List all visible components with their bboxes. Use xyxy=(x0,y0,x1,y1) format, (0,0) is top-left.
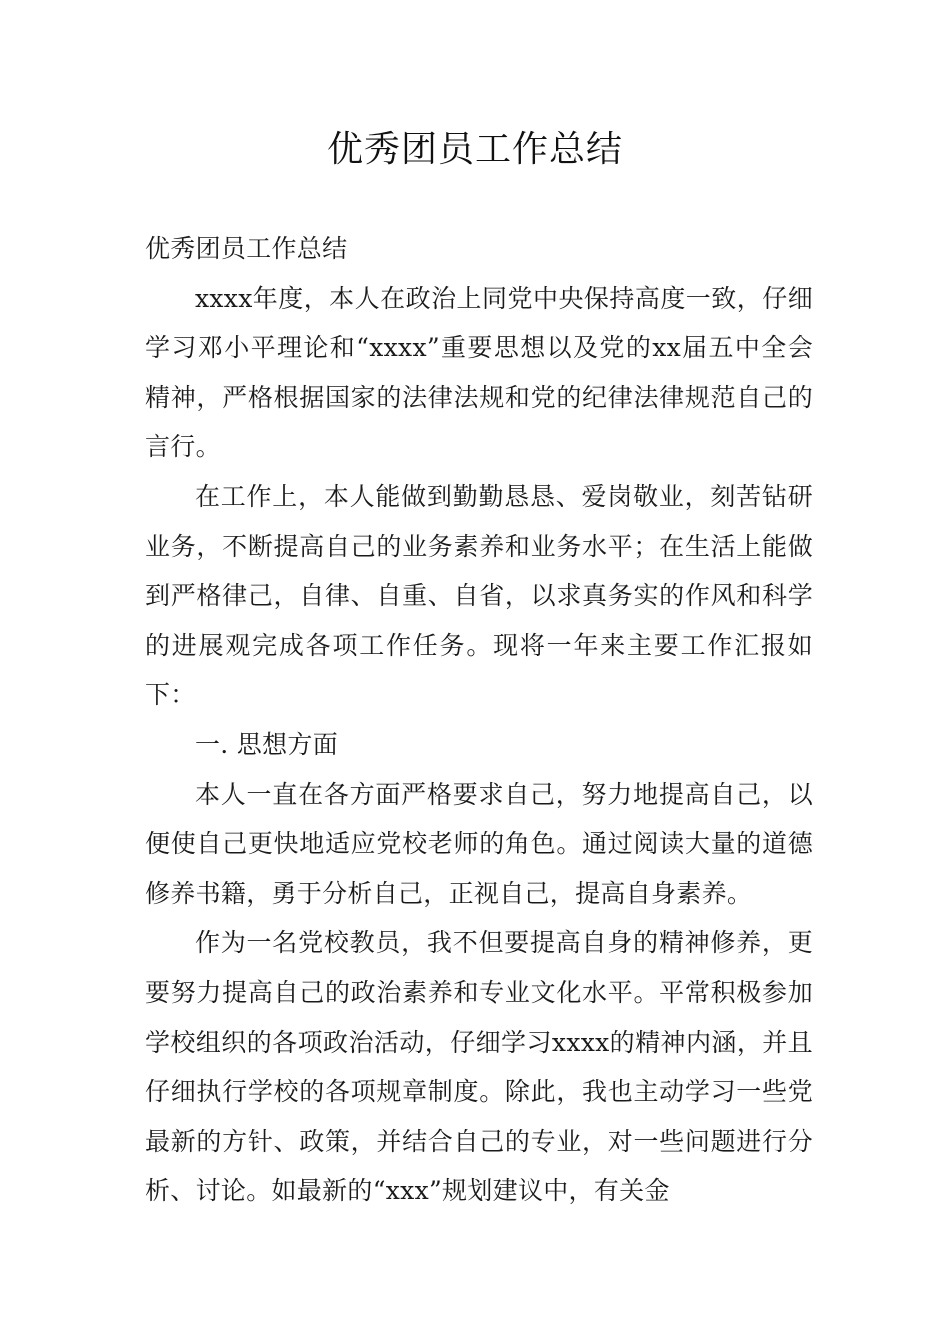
paragraph: xxxx年度，本人在政治上同党中央保持高度一致，仔细学习邓小平理论和“xxxx”重要思想以及党的xx届五中全会精神，严格根据国家的法律法规和党的纪律法律规范自己的言行。 xyxy=(145,283,813,462)
paragraph: 本人一直在各方面严格要求自己，努力地提高自己，以便使自己更快地适应党校老师的角色。通过阅读大量的道德修养书籍，勇于分析自己，正视自己，提高自身素养。 xyxy=(145,779,813,908)
document-title: 优秀团员工作总结 xyxy=(326,129,623,170)
paragraph-heading: 优秀团员工作总结 xyxy=(145,234,348,263)
paragraph: 在工作上，本人能做到勤勤恳恳、爱岗敬业，刻苦钻研业务，不断提高自己的业务素养和业务水平；在生活上能做到严格律己，自律、自重、自省，以求真务实的作风和科学的进展观完成各项工作任务。现将一年来主要工作汇报如下： xyxy=(145,481,813,710)
section-heading: 一. 思想方面 xyxy=(195,729,338,759)
paragraph: 作为一名党校教员，我不但要提高自身的精神修养，更要努力提高自己的政治素养和专业文化水平。平常积极参加学校组织的各项政治活动，仔细学习xxxx的精神内涵，并且仔细执行学校的各项规章制度。除此，我也主动学习一些党最新的方针、政策，并结合自己的专业，对一些问题进行分析、讨论。如最新的“xxx”规划建议中，有关金 xyxy=(145,928,813,1206)
document-body xyxy=(145,224,813,1216)
